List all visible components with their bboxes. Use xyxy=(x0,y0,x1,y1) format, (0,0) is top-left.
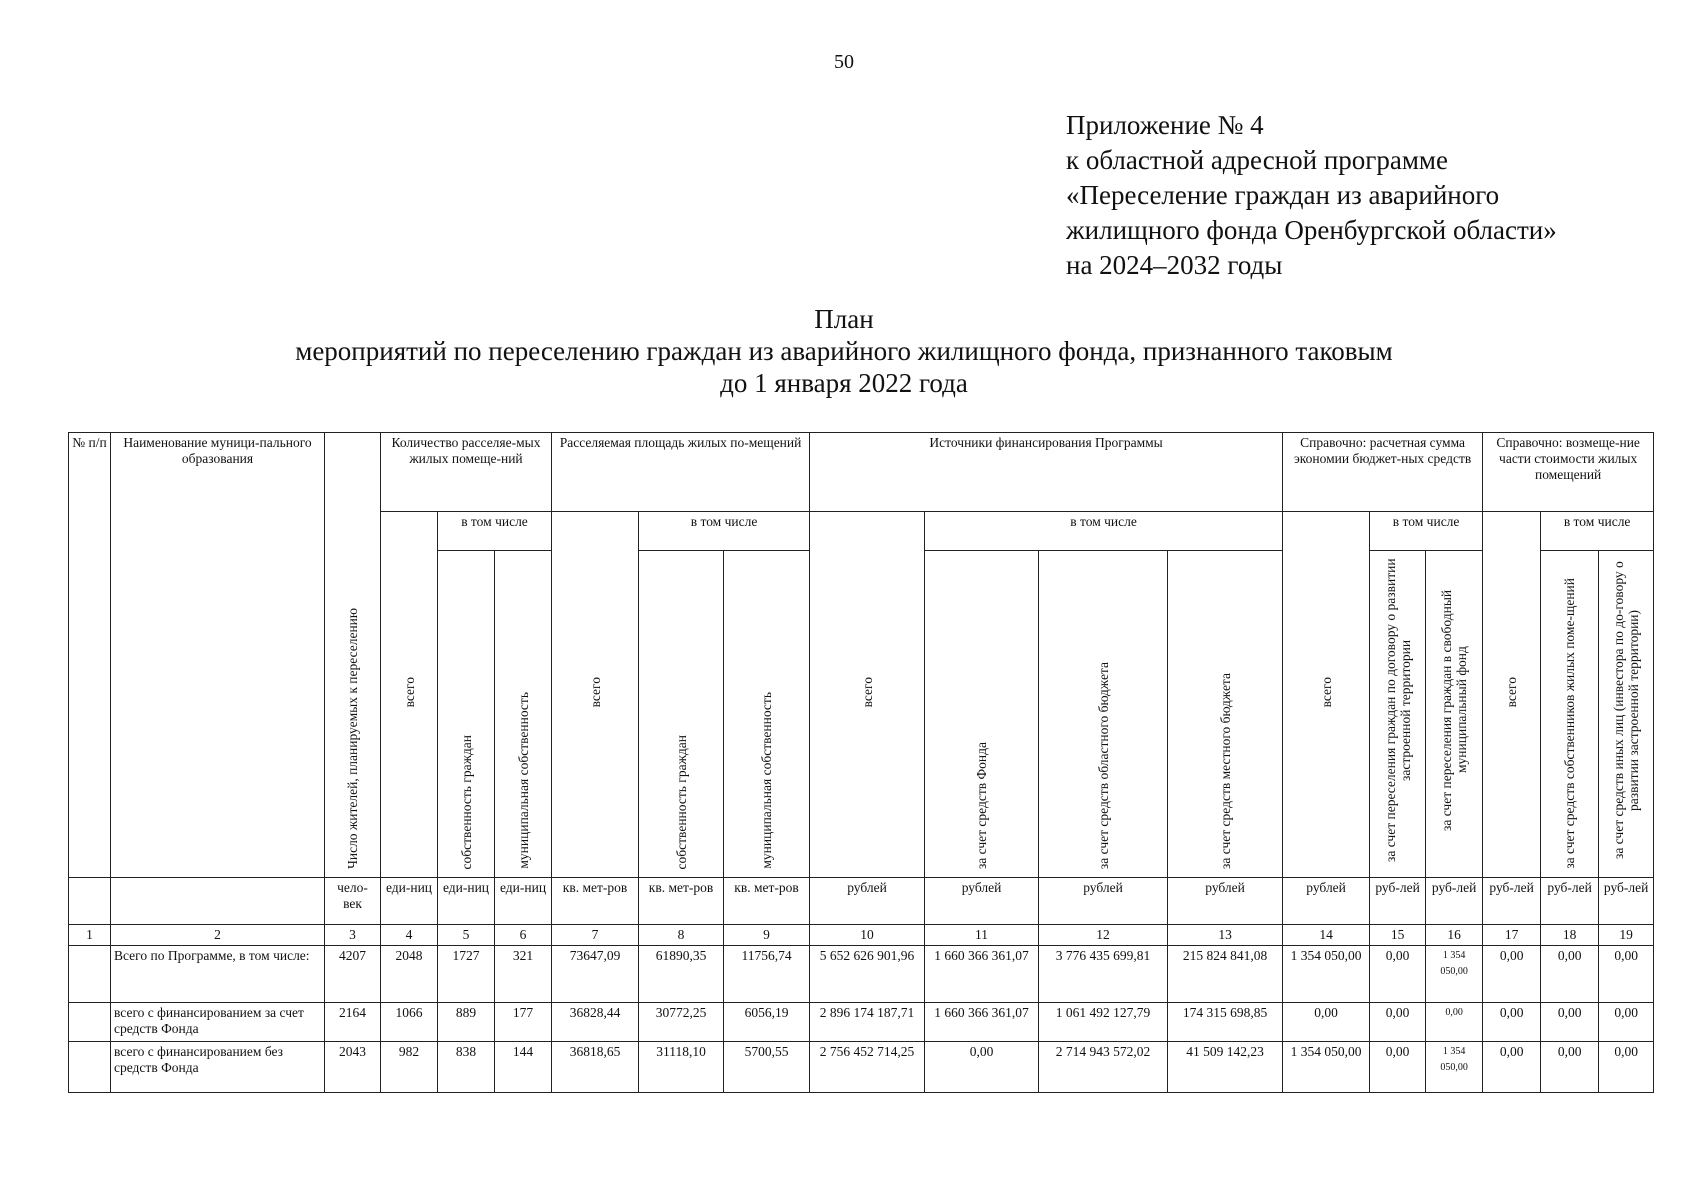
col-number: 2 xyxy=(111,925,325,946)
unit-rub-short: руб-лей xyxy=(1599,878,1654,925)
col-number: 5 xyxy=(438,925,495,946)
cell: 4207 xyxy=(325,946,381,1003)
cell: 0,00 xyxy=(1599,946,1654,1003)
cell: 177 xyxy=(495,1003,552,1042)
header-area-total xyxy=(552,512,639,878)
units-row xyxy=(69,878,1654,925)
cell: 36828,44 xyxy=(552,1003,639,1042)
cell: 982 xyxy=(381,1042,438,1093)
cell: 838 xyxy=(438,1042,495,1093)
header-finance-total-text: всего xyxy=(859,677,875,708)
header-fund xyxy=(925,551,1039,878)
header-fund-text: за счет средств Фонда xyxy=(974,741,990,869)
header-units-municipal-text: муниципальная собственность xyxy=(515,692,531,869)
appendix-line: на 2024–2032 годы xyxy=(1066,250,1283,280)
header-regional-text: за счет средств областного бюджета xyxy=(1095,661,1111,869)
col-number: 17 xyxy=(1483,925,1541,946)
row-num xyxy=(69,1003,111,1042)
col-number: 11 xyxy=(925,925,1039,946)
cell: 6056,19 xyxy=(724,1003,810,1042)
header-area-citizens xyxy=(639,551,724,878)
column-numbers-row xyxy=(69,925,1654,946)
header-finance-total xyxy=(810,512,925,878)
col-number: 16 xyxy=(1426,925,1483,946)
unit-rub-short: руб-лей xyxy=(1483,878,1541,925)
cell: 2043 xyxy=(325,1042,381,1093)
appendix-line: Приложение № 4 xyxy=(1066,110,1264,140)
header-units-total xyxy=(381,512,438,878)
header-owners-text: за счет средств собственников жилых поме-щений xyxy=(1562,578,1578,869)
header-others xyxy=(1599,551,1654,878)
cell: 2 756 452 714,25 xyxy=(810,1042,925,1093)
cell: 36818,65 xyxy=(552,1042,639,1093)
col-number: 9 xyxy=(724,925,810,946)
header-savings-incl: в том числе xyxy=(1370,512,1483,551)
cell: 321 xyxy=(495,946,552,1003)
cell: 0,00 xyxy=(925,1042,1039,1093)
col-number: 15 xyxy=(1370,925,1426,946)
cell: 11756,74 xyxy=(724,946,810,1003)
header-area-citizens-text: собственность граждан xyxy=(673,734,689,869)
page-number: 50 xyxy=(834,51,854,73)
cell: 41 509 142,23 xyxy=(1168,1042,1283,1093)
header-local xyxy=(1168,551,1283,878)
unit-cell xyxy=(69,878,111,925)
cell: 1727 xyxy=(438,946,495,1003)
title-line: мероприятий по переселению граждан из аварийного жилищного фонда, признанного таковым xyxy=(295,336,1393,366)
unit-rub: рублей xyxy=(925,878,1039,925)
resettlement-plan-table xyxy=(68,432,1654,1093)
cell: 0,00 xyxy=(1283,1003,1370,1042)
col-number: 19 xyxy=(1599,925,1654,946)
col-number: 4 xyxy=(381,925,438,946)
col-number: 1 xyxy=(69,925,111,946)
appendix-heading xyxy=(1066,108,1557,283)
cell: 0,00 xyxy=(1599,1003,1654,1042)
header-free-fund xyxy=(1426,551,1483,878)
header-num: № п/п xyxy=(69,433,111,878)
title-line: План xyxy=(814,304,874,334)
table-row xyxy=(69,946,1654,1003)
appendix-line: жилищного фонда Оренбургской области» xyxy=(1066,215,1557,245)
cell: 0,00 xyxy=(1541,946,1599,1003)
header-finance-group: Источники финансирования Программы xyxy=(810,433,1283,512)
cell: 1 660 366 361,07 xyxy=(925,1003,1039,1042)
header-units-citizens xyxy=(438,551,495,878)
col-number: 8 xyxy=(639,925,724,946)
col-number: 18 xyxy=(1541,925,1599,946)
cell: 3 776 435 699,81 xyxy=(1039,946,1168,1003)
col-number: 10 xyxy=(810,925,925,946)
col-number: 14 xyxy=(1283,925,1370,946)
table-row xyxy=(69,1003,1654,1042)
row-num xyxy=(69,1042,111,1093)
cell: 1 354 050,00 xyxy=(1283,946,1370,1003)
cell: 5700,55 xyxy=(724,1042,810,1093)
cell: 1 660 366 361,07 xyxy=(925,946,1039,1003)
unit-sqm: кв. мет-ров xyxy=(724,878,810,925)
cell: 5 652 626 901,96 xyxy=(810,946,925,1003)
cell: 0,00 xyxy=(1483,1003,1541,1042)
header-units-citizens-text: собственность граждан xyxy=(458,734,474,869)
header-area-total-text: всего xyxy=(587,677,603,708)
header-owners xyxy=(1541,551,1599,878)
header-residents-text: Число жителей, планируемых к переселению xyxy=(345,608,360,869)
unit-rub: рублей xyxy=(1039,878,1168,925)
header-savings-total xyxy=(1283,512,1370,878)
cell: 174 315 698,85 xyxy=(1168,1003,1283,1042)
header-area-group: Расселяемая площадь жилых по-мещений xyxy=(552,433,810,512)
header-contract-text: за счет переселения граждан по договору о развитии застроенной территории xyxy=(1382,558,1413,862)
cell: 1 354 050,00 xyxy=(1426,946,1483,1003)
header-savings-total-text: всего xyxy=(1318,677,1334,708)
header-units-total-text: всего xyxy=(401,677,417,708)
header-area-municipal xyxy=(724,551,810,878)
col-number: 3 xyxy=(325,925,381,946)
appendix-line: «Переселение граждан из аварийного xyxy=(1066,180,1500,210)
col-number: 7 xyxy=(552,925,639,946)
header-contract xyxy=(1370,551,1426,878)
unit-pieces: еди-ниц xyxy=(495,878,552,925)
title-line: до 1 января 2022 года xyxy=(720,368,968,398)
cell: 0,00 xyxy=(1370,1042,1426,1093)
cell: 0,00 xyxy=(1483,946,1541,1003)
header-regional xyxy=(1039,551,1168,878)
header-finance-incl: в том числе xyxy=(925,512,1283,551)
header-residents xyxy=(325,433,381,878)
col-number: 13 xyxy=(1168,925,1283,946)
cell: 144 xyxy=(495,1042,552,1093)
unit-rub: рублей xyxy=(1283,878,1370,925)
unit-sqm: кв. мет-ров xyxy=(552,878,639,925)
cell: 1066 xyxy=(381,1003,438,1042)
header-local-text: за счет средств местного бюджета xyxy=(1217,673,1233,869)
header-area-municipal-text: муниципальная собственность xyxy=(759,692,775,869)
cell: 30772,25 xyxy=(639,1003,724,1042)
unit-people: чело-век xyxy=(325,878,381,925)
col-number: 6 xyxy=(495,925,552,946)
header-reimburse-total-text: всего xyxy=(1504,677,1520,708)
unit-rub-short: руб-лей xyxy=(1426,878,1483,925)
unit-cell xyxy=(111,878,325,925)
header-row-groups xyxy=(69,433,1654,512)
unit-sqm: кв. мет-ров xyxy=(639,878,724,925)
cell: 31118,10 xyxy=(639,1042,724,1093)
unit-rub: рублей xyxy=(810,878,925,925)
header-free-fund-text: за счет переселения граждан в свободный муниципальный фонд xyxy=(1439,589,1470,831)
header-units-municipal xyxy=(495,551,552,878)
cell: 0,00 xyxy=(1426,1003,1483,1042)
appendix-line: к областной адресной программе xyxy=(1066,145,1448,175)
document-title xyxy=(0,303,1688,399)
unit-rub: рублей xyxy=(1168,878,1283,925)
row-name: всего с финансированием без средств Фонда xyxy=(111,1042,325,1093)
col-number: 12 xyxy=(1039,925,1168,946)
cell: 73647,09 xyxy=(552,946,639,1003)
header-reimburse-total xyxy=(1483,512,1541,878)
table-row xyxy=(69,1042,1654,1093)
cell: 2164 xyxy=(325,1003,381,1042)
header-name: Наименование муници-пального образования xyxy=(111,433,325,878)
row-name: всего с финансированием за счет средств Фонда xyxy=(111,1003,325,1042)
cell: 2 896 174 187,71 xyxy=(810,1003,925,1042)
cell: 0,00 xyxy=(1370,946,1426,1003)
cell: 1 354 050,00 xyxy=(1426,1042,1483,1093)
cell: 0,00 xyxy=(1599,1042,1654,1093)
cell: 61890,35 xyxy=(639,946,724,1003)
cell: 0,00 xyxy=(1541,1003,1599,1042)
unit-pieces: еди-ниц xyxy=(381,878,438,925)
cell: 2 714 943 572,02 xyxy=(1039,1042,1168,1093)
header-units-group: Количество расселяе-мых жилых помеще-ний xyxy=(381,433,552,512)
unit-pieces: еди-ниц xyxy=(438,878,495,925)
cell: 0,00 xyxy=(1483,1042,1541,1093)
cell: 889 xyxy=(438,1003,495,1042)
cell: 215 824 841,08 xyxy=(1168,946,1283,1003)
cell: 0,00 xyxy=(1541,1042,1599,1093)
row-name: Всего по Программе, в том числе: xyxy=(111,946,325,1003)
header-others-text: за счет средств иных лиц (инвестора по до-говору о развитии застроенной территории) xyxy=(1611,561,1642,859)
cell: 1 061 492 127,79 xyxy=(1039,1003,1168,1042)
cell: 0,00 xyxy=(1370,1003,1426,1042)
header-area-incl: в том числе xyxy=(639,512,810,551)
header-units-incl: в том числе xyxy=(438,512,552,551)
unit-rub-short: руб-лей xyxy=(1541,878,1599,925)
row-num xyxy=(69,946,111,1003)
cell: 1 354 050,00 xyxy=(1283,1042,1370,1093)
header-reimburse-group: Справочно: возмеще-ние части стоимости жилых помещений xyxy=(1483,433,1654,512)
header-reimburse-incl: в том числе xyxy=(1541,512,1654,551)
header-savings-group: Справочно: расчетная сумма экономии бюджет-ных средств xyxy=(1283,433,1483,512)
unit-rub-short: руб-лей xyxy=(1370,878,1426,925)
cell: 2048 xyxy=(381,946,438,1003)
